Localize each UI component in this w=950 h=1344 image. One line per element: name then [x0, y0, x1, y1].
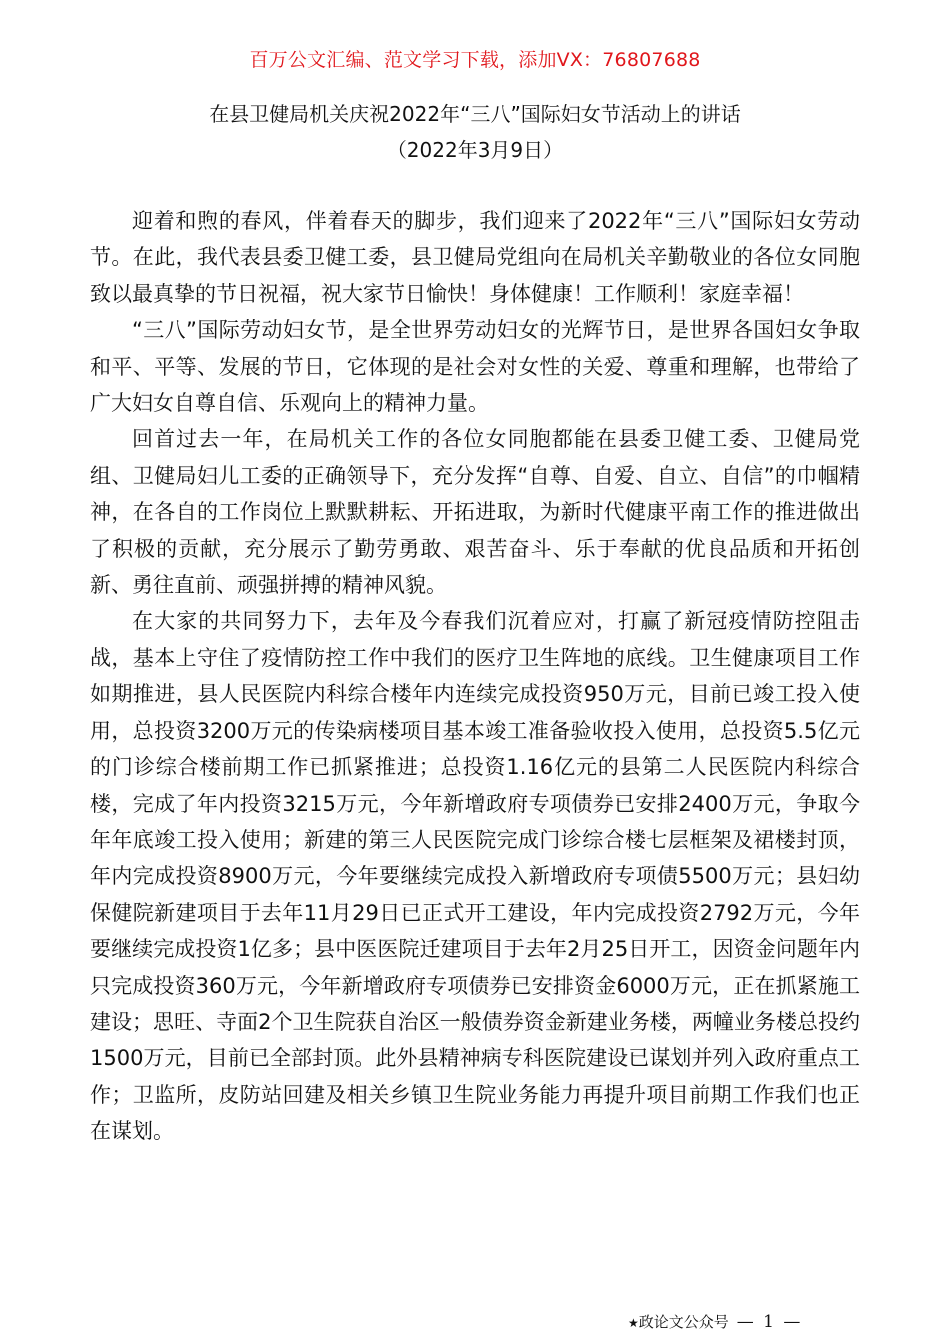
- watermark-banner: 百万公文汇编、范文学习下载，添加VX：76807688: [249, 49, 701, 71]
- page-footer: [628, 1310, 878, 1335]
- footer-source: 政论文公众号: [638, 1313, 729, 1331]
- paragraph-3: 回首过去一年，在局机关工作的各位女同胞都能在县委卫健工委、卫健局党组、卫健局妇儿工委的正确领导下，充分发挥“自尊、自爱、自立、自信”的巾帼精神，在各自的工作岗位上默默耕耘、开拓进取，为新时代健康平南工作的推进做出了积极的贡献，充分展示了勤劳勇敢、艰苦奋斗、乐于奉献的优良品质和开拓创新、勇往直前、顽强拼搏的精神风貌。: [90, 427, 860, 598]
- page-number: — 1 —: [736, 1312, 803, 1332]
- document-body: [90, 203, 860, 1150]
- document-date: （2022年3月9日）: [386, 138, 564, 162]
- paragraph-4: 在大家的共同努力下，去年及今春我们沉着应对，打赢了新冠疫情防控阻击战，基本上守住了疫情防控工作中我们的医疗卫生阵地的底线。卫生健康项目工作如期推进，县人民医院内科综合楼年内连续完成投资950万元，目前已竣工投入使用，总投资3200万元的传染病楼项目基本竣工准备验收投入使用，总投资5.5亿元的门诊综合楼前期工作已抓紧推进；总投资1.16亿元的县第二人民医院内科综合楼，完成了年内投资3215万元，今年新增政府专项债券已安排2400万元，争取今年年底竣工投入使用；新建的第三人民医院完成门诊综合楼七层框架及裙楼封顶，年内完成投资8900万元，今年要继续完成投入新增政府专项债5500万元；县妇幼保健院新建项目于去年11月29日已正式开工建设，年内完成投资2792万元，今年要继续完成投资1亿多；县中医医院迁建项目于去年2月25日开工，因资金问题年内只完成投资360万元，今年新增政府专项债券已安排资金6000万元，正在抓紧施工建设；思旺、寺面2个卫生院获自治区一般债券资金新建业务楼，两幢业务楼总投约1500万元，目前已全部封顶。此外县精神病专科医院建设已谋划并列入政府重点工作；卫监所，皮防站回建及相关乡镇卫生院业务能力再提升项目前期工作我们也正在谋划。: [90, 609, 860, 1144]
- document-title: 在县卫健局机关庆祝2022年“三八”国际妇女节活动上的讲话: [209, 102, 741, 126]
- star-icon: ★: [628, 1316, 639, 1330]
- paragraph-1: 迎着和煦的春风，伴着春天的脚步，我们迎来了2022年“三八”国际妇女劳动节。在此，我代表县委卫健工委，县卫健局党组向在局机关辛勤敬业的各位女同胞致以最真挚的节日祝福，祝大家节日愉快！身体健康！工作顺利！家庭幸福！: [90, 209, 860, 306]
- paragraph-2: “三八”国际劳动妇女节，是全世界劳动妇女的光辉节日，是世界各国妇女争取和平、平等、发展的节日，它体现的是社会对女性的关爱、尊重和理解，也带给了广大妇女自尊自信、乐观向上的精神力量。: [90, 318, 860, 416]
